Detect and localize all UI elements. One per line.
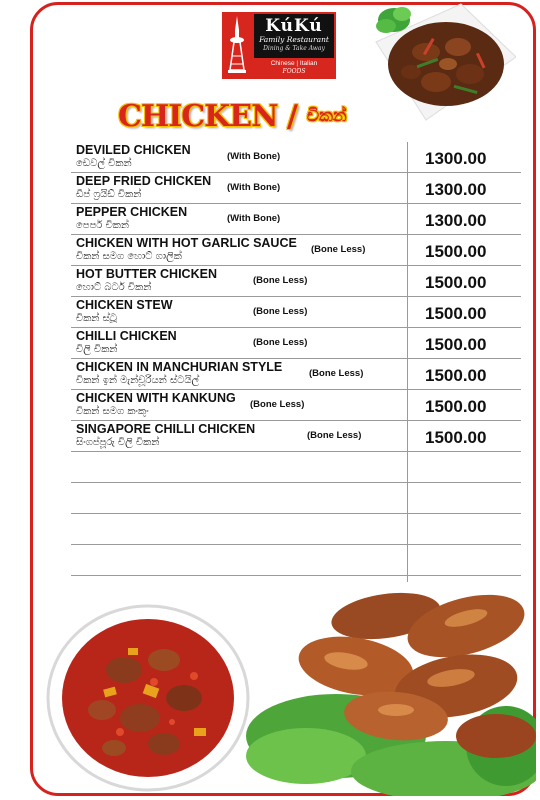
item-note: (Bone Less) — [250, 399, 305, 410]
logo-cuisine: Chinese | Italian FOODS — [254, 60, 334, 77]
item-name: SINGAPORE CHILLI CHICKEN — [76, 422, 256, 436]
section-title — [118, 98, 347, 134]
menu-row — [71, 235, 521, 266]
empty-row — [71, 545, 521, 576]
item-name-sinhala: චිලි චිකන් — [76, 344, 118, 355]
fried-chicken-dish-photo — [366, 2, 516, 122]
cuisine-foods: FOODS — [282, 68, 306, 75]
item-note: (Bone Less) — [253, 337, 308, 348]
item-name: CHICKEN WITH KANKUNG — [76, 391, 236, 405]
item-name-sinhala: පෙපර් චිකන් — [76, 220, 129, 231]
restaurant-logo — [222, 12, 336, 79]
item-name: CHICKEN IN MANCHURIAN STYLE — [76, 360, 283, 374]
menu-row — [71, 297, 521, 328]
item-name: DEEP FRIED CHICKEN — [76, 174, 212, 188]
item-price: 1500.00 — [425, 335, 487, 354]
item-note: (Bone Less) — [309, 368, 364, 379]
menu-row — [71, 359, 521, 390]
menu-row — [71, 421, 521, 452]
title-sinhala: චිකන් — [306, 106, 347, 126]
empty-row — [71, 514, 521, 545]
item-note: (With Bone) — [227, 151, 281, 162]
menu-row — [71, 173, 521, 204]
item-name-sinhala: චිකන් ඉන් මැන්චූරියන් ස්ටයිල් — [76, 375, 200, 386]
item-price: 1300.00 — [425, 180, 487, 199]
lotus-tower-icon — [222, 12, 252, 79]
item-name-sinhala: ඩෙවල් චිකන් — [76, 158, 132, 169]
empty-row — [71, 452, 521, 483]
menu-row — [71, 142, 521, 173]
menu-row — [71, 204, 521, 235]
cuisine-italian: Italian — [299, 60, 318, 67]
item-name-sinhala: චිකන් සමග කංකුං — [76, 406, 149, 417]
item-price: 1500.00 — [425, 273, 487, 292]
title-english: CHICKEN / — [118, 98, 297, 134]
item-note: (Bone Less) — [307, 430, 362, 441]
item-name-sinhala: ඩීප් ෆ්‍රයිඩ් චිකන් — [76, 189, 142, 200]
item-price: 1500.00 — [425, 428, 487, 447]
brand-subline: Dining & Take Away — [263, 45, 325, 52]
item-price: 1300.00 — [425, 149, 487, 168]
item-price: 1500.00 — [425, 397, 487, 416]
item-name-sinhala: හොට් බටර් චිකන් — [76, 282, 152, 293]
grilled-chicken-wings-photo — [246, 586, 536, 796]
empty-row — [71, 483, 521, 514]
item-name: PEPPER CHICKEN — [76, 205, 188, 219]
item-name: CHICKEN WITH HOT GARLIC SAUCE — [76, 236, 297, 250]
item-name: CHILLI CHICKEN — [76, 329, 177, 343]
item-name: HOT BUTTER CHICKEN — [76, 267, 217, 281]
item-name: CHICKEN STEW — [76, 298, 173, 312]
menu-table — [71, 142, 521, 576]
logo-name-panel — [254, 14, 334, 58]
item-price: 1500.00 — [425, 304, 487, 323]
item-price: 1300.00 — [425, 211, 487, 230]
item-note: (Bone Less) — [311, 244, 366, 255]
item-price: 1500.00 — [425, 366, 487, 385]
menu-row — [71, 390, 521, 421]
item-price: 1500.00 — [425, 242, 487, 261]
chicken-curry-bowl-photo — [44, 598, 256, 794]
menu-row — [71, 266, 521, 297]
menu-row — [71, 328, 521, 359]
item-note: (Bone Less) — [253, 306, 308, 317]
item-name-sinhala: සිංගප්පූරු චිලි චිකන් — [76, 437, 160, 448]
item-name: DEVILED CHICKEN — [76, 143, 191, 157]
item-name-sinhala: චිකන් ස්ටූ — [76, 313, 117, 324]
brand-name: KúKú — [265, 16, 323, 36]
item-name-sinhala: චිකන් සමග හොට් ගාලික් — [76, 251, 182, 262]
item-note: (With Bone) — [227, 182, 281, 193]
cuisine-chinese: Chinese — [270, 60, 295, 67]
item-note: (Bone Less) — [253, 275, 308, 286]
brand-tagline: Family Restaurant — [259, 35, 329, 44]
item-note: (With Bone) — [227, 213, 281, 224]
